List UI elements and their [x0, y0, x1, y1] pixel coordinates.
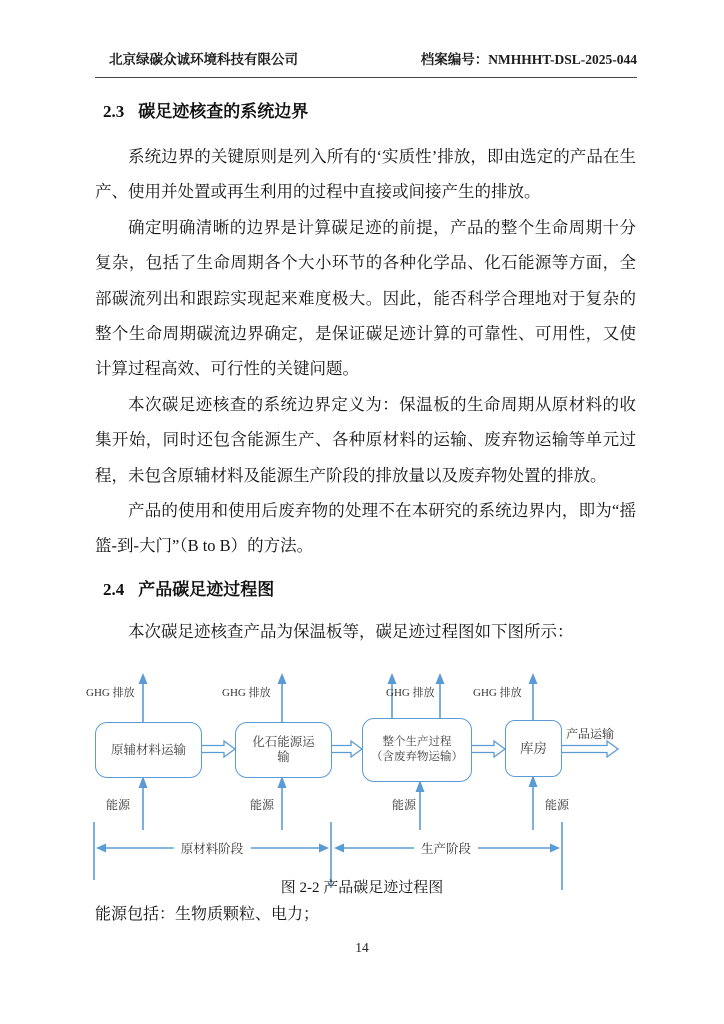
- product-output-arrow: [560, 741, 618, 757]
- diagram-arrows-layer: [0, 672, 724, 902]
- energy-label: 能源: [250, 798, 275, 812]
- paragraph: 确定明确清晰的边界是计算碳足迹的前提，产品的整个生命周期十分复杂，包括了生命周期各个大小环节的各种化学品、化石能源等方面，全部碳流列出和跟踪实现起来难度极大。因此，能否科学合理地对于复杂的整个生命周期碳流边界确定，是保证碳足迹计算的可靠性、可用性，又使计算过程高效、可行性的关键问题。: [95, 217, 636, 379]
- ghg-emission-label: GHG 排放: [86, 687, 135, 699]
- section-number: 2.3: [103, 102, 125, 121]
- energy-label: 能源: [545, 798, 570, 812]
- section-title: 碳足迹核查的系统边界: [138, 102, 309, 121]
- stage-label-raw-materials: 原材料阶段: [174, 839, 251, 857]
- section-title: 产品碳足迹过程图: [138, 579, 275, 599]
- connector-arrow: [200, 741, 235, 757]
- product-transport-label: 产品运输: [566, 727, 615, 741]
- ghg-arrow: [436, 673, 445, 718]
- flow-box-label: 整个生产过程: [382, 736, 452, 748]
- energy-arrow: [529, 775, 538, 830]
- energy-label: 能源: [106, 798, 131, 812]
- figure-caption: 图 2-2 产品碳足迹过程图: [280, 880, 444, 896]
- energy-note: 能源包括：生物质颗粒、电力；: [95, 906, 320, 923]
- flow-box-raw-material-transport: [95, 722, 202, 778]
- section-number: 2.4: [103, 579, 125, 599]
- stage-label-production: 生产阶段: [414, 839, 478, 857]
- flow-box-production-process: [362, 718, 472, 782]
- energy-arrow: [139, 776, 148, 830]
- energy-label: 能源: [392, 798, 417, 812]
- archive-number: 档案编号：NMHHHT-DSL-2025-044: [420, 52, 637, 67]
- flow-box-label: （含废弃物运输）: [371, 751, 463, 763]
- page-header: [95, 48, 637, 78]
- energy-arrow: [278, 776, 287, 830]
- page-number: 14: [355, 940, 369, 955]
- connector-arrow: [470, 741, 505, 757]
- flow-box-label: 化石能源运输: [252, 735, 315, 764]
- ghg-arrow: [529, 673, 538, 720]
- process-flow-diagram: [0, 672, 724, 902]
- paragraph: 产品的使用和使用后废弃物的处理不在本研究的系统边界内，即为“摇篮-到-大门”（B to B）的方法。: [95, 501, 636, 556]
- paragraph: 本次碳足迹核查的系统边界定义为：保温板的生命周期从原材料的收集开始，同时还包含能源生产、各种原材料的运输、废弃物运输等单元过程，未包含原辅材料及能源生产阶段的排放量以及废弃物处置的排放。: [95, 394, 636, 485]
- section-heading-2-4: [95, 578, 636, 602]
- document-body: [95, 100, 636, 649]
- paragraph: 本次碳足迹核查产品为保温板等，碳足迹过程图如下图所示：: [128, 621, 574, 641]
- ghg-emission-label: GHG 排放: [222, 687, 271, 699]
- paragraph: 系统边界的关键原则是列入所有的‘实质性’排放，即由选定的产品在生产、使用并处置或再生利用的过程中直接或间接产生的排放。: [95, 147, 636, 202]
- ghg-arrow: [278, 673, 287, 722]
- company-name: 北京绿碳众诚环境科技有限公司: [109, 52, 298, 67]
- flow-box-label: 库房: [520, 741, 547, 756]
- flow-box-label: 原辅材料运输: [110, 742, 186, 757]
- connector-arrow: [330, 741, 362, 757]
- section-heading-2-3: [95, 100, 636, 124]
- energy-arrow: [416, 780, 425, 830]
- ghg-emission-label: GHG 排放: [386, 687, 435, 699]
- ghg-emission-label: GHG 排放: [473, 687, 522, 699]
- ghg-arrow: [139, 673, 148, 722]
- flow-box-fossil-energy-transport: [235, 722, 332, 778]
- flow-box-warehouse: [505, 720, 562, 777]
